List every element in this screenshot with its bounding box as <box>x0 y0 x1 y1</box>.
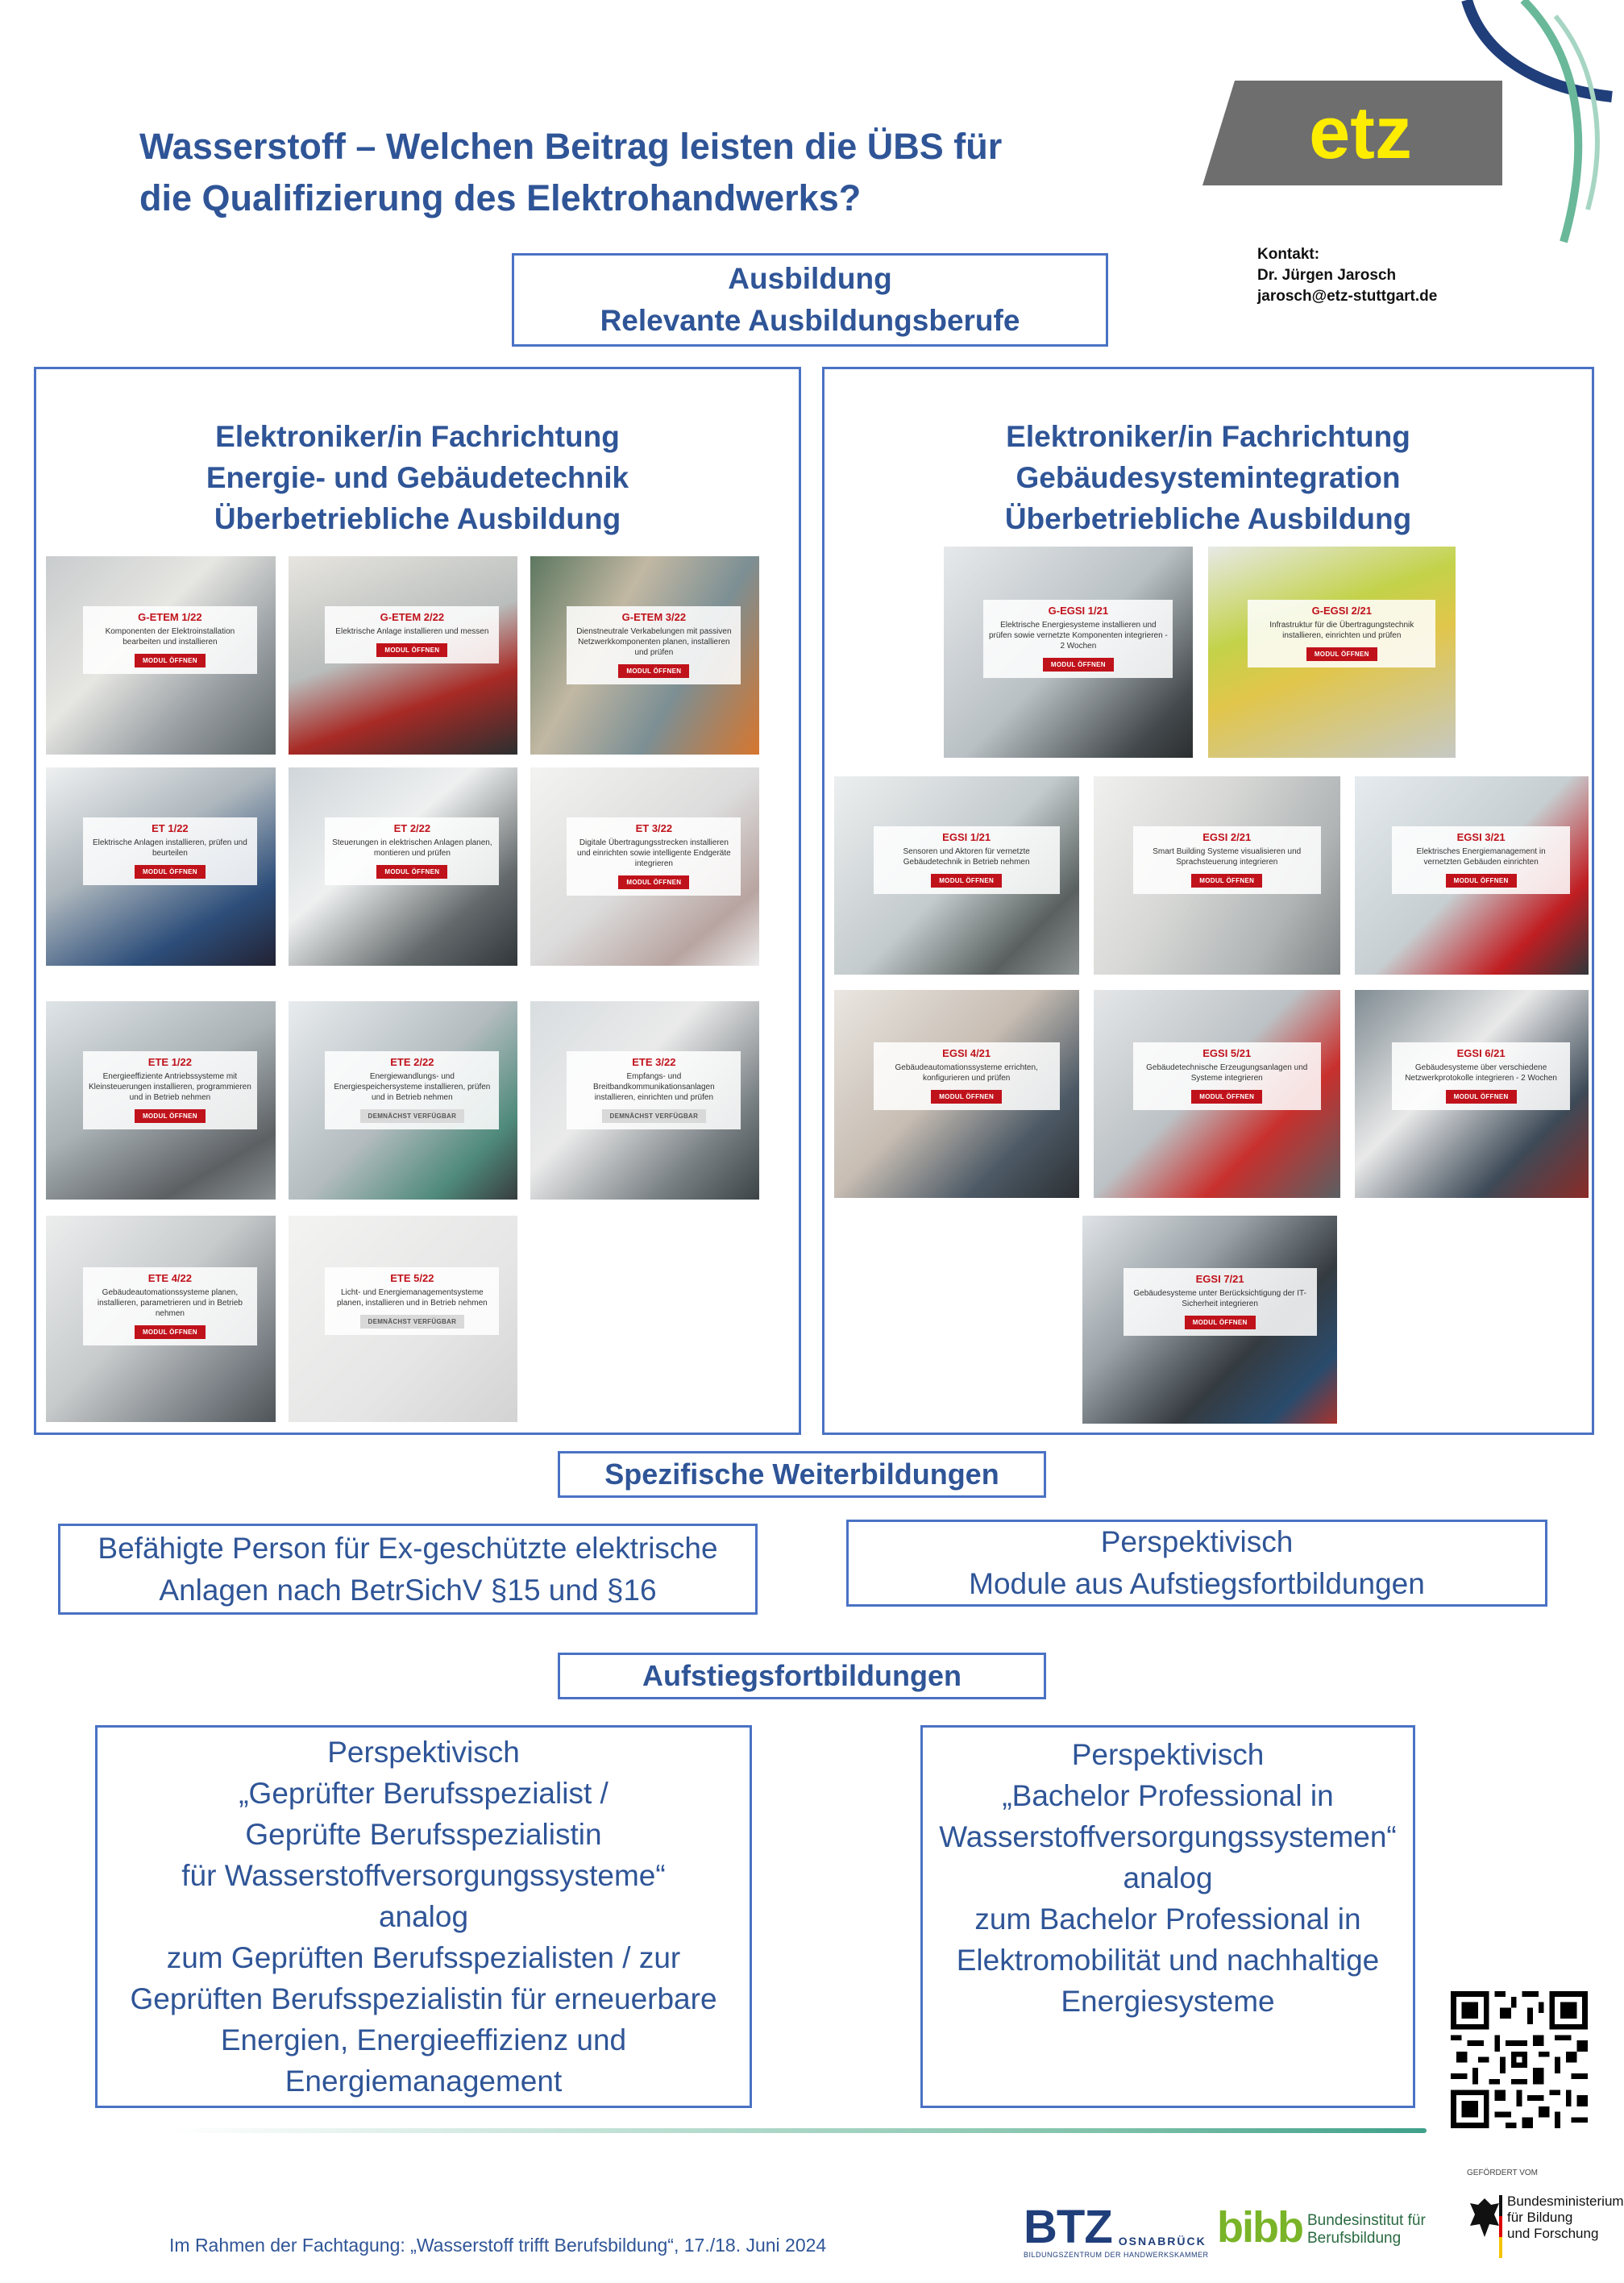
aufstieg-right-line: analog <box>1123 1861 1213 1894</box>
module-code: EGSI 2/21 <box>1202 830 1252 843</box>
bmbf-funding-note: GEFÖRDERT VOM <box>1467 2169 1538 2177</box>
panel-right-heading-1: Elektroniker/in Fachrichtung <box>1006 420 1410 453</box>
module-code: EGSI 5/21 <box>1202 1046 1252 1059</box>
module-open-button[interactable]: MODUL ÖFFNEN <box>1191 1090 1262 1104</box>
weiterbildung-ex-line-1: Befähigte Person für Ex-geschützte elektrische <box>98 1531 718 1565</box>
module-tile[interactable] <box>1094 776 1340 975</box>
weiterbildungen-label: Spezifische Weiterbildungen <box>604 1458 999 1491</box>
module-tile[interactable] <box>944 547 1193 758</box>
weiterbildung-ex-box <box>58 1524 758 1615</box>
module-tile[interactable] <box>530 1001 759 1200</box>
bibb-logo-line-2: Berufsbildung <box>1306 2230 1402 2247</box>
aufstieg-label: Aufstiegsfortbildungen <box>642 1659 962 1692</box>
module-card <box>1248 600 1435 667</box>
btz-osnabrueck-logo <box>1024 2201 1209 2259</box>
module-code: EGSI 1/21 <box>942 830 991 843</box>
module-desc: Elektrische Anlage installieren und messen <box>335 626 489 636</box>
module-open-button[interactable]: MODUL ÖFFNEN <box>1191 874 1262 888</box>
module-open-button[interactable]: MODUL ÖFFNEN <box>376 643 447 657</box>
aufstieg-left-line: analog <box>378 1900 469 1933</box>
aufstieg-right-line: „Bachelor Professional in <box>1002 1779 1334 1812</box>
module-tile[interactable] <box>289 1216 517 1422</box>
module-coming-soon-badge: DEMNÄCHST VERFÜGBAR <box>360 1315 465 1329</box>
module-tile[interactable] <box>1355 776 1589 975</box>
aufstieg-right-line: Perspektivisch <box>1071 1738 1265 1771</box>
module-tile[interactable] <box>1094 990 1340 1198</box>
module-tile[interactable] <box>1208 547 1456 758</box>
panel-right-heading-2: Gebäudesystemintegration <box>1016 461 1401 494</box>
module-tile[interactable] <box>834 776 1079 975</box>
weiterbildung-ex-line-2: Anlagen nach BetrSichV §15 und §16 <box>159 1573 657 1607</box>
bibb-logo-line-1: Bundesinstitut für <box>1306 2212 1426 2229</box>
module-card <box>83 817 258 885</box>
btz-logo-word: BTZ <box>1024 2201 1112 2253</box>
panel-energie-gebaeudetechnik <box>34 367 801 1435</box>
module-code: ET 2/22 <box>393 821 431 834</box>
module-open-button[interactable]: MODUL ÖFFNEN <box>135 865 206 879</box>
module-code: G-ETEM 2/22 <box>380 610 445 623</box>
module-card <box>567 817 741 896</box>
module-card <box>1392 826 1569 894</box>
footer-event-note: Im Rahmen der Fachtagung: „Wasserstoff trifft Berufsbildung“, 17./18. Juni 2024 <box>169 2235 827 2256</box>
module-code: ET 1/22 <box>152 821 189 834</box>
weiterbildung-module-line-1: Perspektivisch <box>1100 1525 1294 1558</box>
module-card <box>83 606 258 674</box>
module-code: ETE 2/22 <box>390 1055 434 1068</box>
footer-divider <box>169 2128 1427 2133</box>
aufstieg-left-line: für Wasserstoffversorgungssysteme“ <box>181 1859 666 1892</box>
panel-gebaeudesystemintegration <box>822 367 1594 1435</box>
module-open-button[interactable]: MODUL ÖFFNEN <box>618 875 689 889</box>
module-card <box>983 600 1173 678</box>
module-open-button[interactable]: MODUL ÖFFNEN <box>1306 647 1377 661</box>
title-line-2: die Qualifizierung des Elektrohandwerks? <box>139 177 862 218</box>
bibb-logo-word: bibb <box>1217 2203 1302 2252</box>
aufstieg-left-line: „Geprüfter Berufsspezialist / <box>239 1777 608 1810</box>
module-code: EGSI 4/21 <box>942 1046 991 1059</box>
module-open-button[interactable]: MODUL ÖFFNEN <box>618 664 689 678</box>
module-desc: Gebäudeautomationssysteme planen, installieren, parametrieren und in Betrieb nehmen <box>97 1288 243 1318</box>
title-line-1: Wasserstoff – Welchen Beitrag leisten die ÜBS für <box>139 126 1003 167</box>
contact-block <box>1257 244 1523 307</box>
module-code: G-EGSI 1/21 <box>1048 604 1109 617</box>
panel-left-heading-3: Überbetriebliche Ausbildung <box>214 502 621 535</box>
module-desc: Gebäudeautomationssysteme errichten, konfigurieren und prüfen <box>895 1062 1038 1083</box>
weiterbildung-module-line-2: Module aus Aufstiegsfortbildungen <box>969 1567 1425 1600</box>
aufstieg-left-line: Energien, Energieeffizienz und <box>220 2023 627 2056</box>
module-tile[interactable] <box>530 556 759 755</box>
module-card <box>1133 1042 1321 1110</box>
module-code: G-ETEM 1/22 <box>138 610 202 623</box>
module-card <box>874 826 1060 894</box>
module-desc: Dienstneutrale Verkabelungen mit passiven Netzwerkkomponenten planen, installieren und prüfen <box>576 626 732 657</box>
btz-logo-subtitle: BILDUNGSZENTRUM DER HANDWERKSKAMMER <box>1024 2251 1209 2259</box>
module-desc: Gebäudesysteme über verschiedene Netzwerkprotokolle integrieren - 2 Wochen <box>1405 1062 1557 1083</box>
aufstieg-left-line: Geprüften Berufsspezialistin für erneuerbare <box>130 1982 717 2015</box>
module-card <box>1124 1268 1317 1336</box>
module-card <box>325 1051 499 1129</box>
panel-right-heading-3: Überbetriebliche Ausbildung <box>1004 502 1412 535</box>
module-open-button[interactable]: MODUL ÖFFNEN <box>376 865 447 879</box>
module-tile[interactable] <box>289 767 517 966</box>
module-desc: Elektrische Energiesysteme installieren und prüfen sowie vernetzte Komponenten integrieren - 2 Wochen <box>988 620 1168 651</box>
module-card <box>567 606 741 684</box>
module-tile[interactable] <box>289 1001 517 1200</box>
module-tile[interactable] <box>46 767 276 966</box>
module-open-button[interactable]: MODUL ÖFFNEN <box>1446 874 1517 888</box>
module-card <box>325 817 499 885</box>
module-code: ETE 4/22 <box>147 1272 192 1284</box>
module-card <box>874 1042 1060 1110</box>
aufstieg-right-line: Elektromobilität und nachhaltige <box>956 1944 1380 1977</box>
module-card <box>567 1051 741 1129</box>
module-open-button[interactable]: MODUL ÖFFNEN <box>931 1090 1002 1104</box>
contact-email[interactable]: jarosch@etz-stuttgart.de <box>1257 288 1438 305</box>
module-open-button[interactable]: MODUL ÖFFNEN <box>135 1325 206 1339</box>
module-desc: Gebäudesysteme unter Berücksichtigung der IT-Sicherheit integrieren <box>1133 1288 1306 1308</box>
module-open-button[interactable]: MODUL ÖFFNEN <box>135 1109 206 1123</box>
aufstieg-left-line: zum Geprüften Berufsspezialisten / zur <box>166 1941 681 1974</box>
module-desc: Infrastruktur für die Übertragungstechnik installieren, einrichten und prüfen <box>1269 620 1414 640</box>
module-card <box>1133 826 1321 894</box>
module-tile[interactable] <box>834 990 1079 1198</box>
aufstieg-right-line: Energiesysteme <box>1061 1985 1275 2018</box>
etz-logo-text: etz <box>1309 92 1412 174</box>
module-desc: Smart Building Systeme visualisieren und Sprachsteuerung integrieren <box>1153 846 1302 867</box>
module-desc: Empfangs- und Breitbandkommunikationsanlagen installieren, einrichten und prüfen <box>593 1071 715 1102</box>
module-open-button[interactable]: MODUL ÖFFNEN <box>1446 1090 1517 1104</box>
module-card <box>325 1267 499 1335</box>
module-tile[interactable] <box>46 1216 276 1422</box>
aufstieg-right-line: zum Bachelor Professional in <box>974 1902 1361 1936</box>
qr-code-icon[interactable] <box>1451 1991 1588 2128</box>
aufstieg-label-box <box>558 1653 1046 1699</box>
module-coming-soon-badge: DEMNÄCHST VERFÜGBAR <box>602 1109 707 1123</box>
module-desc: Komponenten der Elektroinstallation bearbeiten und installieren <box>105 626 235 647</box>
etz-logo <box>1202 81 1502 185</box>
module-tile[interactable] <box>530 767 759 966</box>
module-card <box>325 606 499 663</box>
module-desc: Licht- und Energiemanagementsysteme planen, installieren und in Betrieb nehmen <box>336 1288 488 1308</box>
module-code: ET 3/22 <box>635 821 673 834</box>
module-tile[interactable] <box>46 1001 276 1200</box>
module-open-button[interactable]: MODUL ÖFFNEN <box>931 874 1002 888</box>
bmbf-name-line-2: für Bildung <box>1507 2210 1573 2225</box>
module-coming-soon-badge: DEMNÄCHST VERFÜGBAR <box>360 1109 465 1123</box>
module-code: ETE 3/22 <box>632 1055 676 1068</box>
panel-left-heading-1: Elektroniker/in Fachrichtung <box>215 420 620 453</box>
module-open-button[interactable]: MODUL ÖFFNEN <box>1185 1316 1256 1329</box>
module-desc: Steuerungen in elektrischen Anlagen planen, montieren und prüfen <box>332 838 492 858</box>
aufstieg-right-line: Wasserstoffversorgungssystemen“ <box>939 1820 1397 1853</box>
module-code: EGSI 3/21 <box>1456 830 1506 843</box>
panel-left-heading <box>36 416 799 539</box>
weiterbildung-module-box <box>846 1520 1547 1607</box>
module-desc: Digitale Übertragungsstrecken installieren und einrichten sowie intelligente Endgeräte integrieren <box>577 838 731 868</box>
aufstieg-left-line: Energiemanagement <box>285 2065 563 2098</box>
module-code: ETE 1/22 <box>147 1055 192 1068</box>
module-code: EGSI 6/21 <box>1456 1046 1506 1059</box>
bmbf-name-line-1: Bundesministerium <box>1507 2194 1624 2209</box>
panel-left-heading-2: Energie- und Gebäudetechnik <box>206 461 629 494</box>
bmbf-name-line-3: und Forschung <box>1507 2226 1599 2241</box>
module-tile[interactable] <box>46 556 276 755</box>
module-card <box>1392 1042 1569 1110</box>
weiterbildungen-label-box <box>558 1451 1046 1498</box>
module-desc: Elektrisches Energiemanagement in vernetzten Gebäuden einrichten <box>1416 846 1546 867</box>
ausbildung-title: Ausbildung <box>728 262 892 295</box>
module-desc: Energieeffiziente Antriebssysteme mit Kleinsteuerungen installieren, programmieren und in Betrieb nehmen <box>89 1071 251 1102</box>
module-tile[interactable] <box>1355 990 1589 1198</box>
contact-label: Kontakt: <box>1257 246 1320 263</box>
module-desc: Sensoren und Aktoren für vernetzte Gebäudetechnik in Betrieb nehmen <box>903 846 1030 867</box>
module-open-button[interactable]: MODUL ÖFFNEN <box>135 654 206 667</box>
contact-name: Dr. Jürgen Jarosch <box>1257 267 1397 284</box>
ausbildung-subtitle: Relevante Ausbildungsberufe <box>600 304 1020 337</box>
module-code: G-EGSI 2/21 <box>1311 604 1372 617</box>
module-tile[interactable] <box>289 556 517 755</box>
bibb-logo <box>1217 2203 1426 2252</box>
module-open-button[interactable]: MODUL ÖFFNEN <box>1043 658 1114 672</box>
bmbf-logo <box>1467 2169 1624 2258</box>
panel-right-heading <box>824 416 1592 539</box>
module-desc: Elektrische Anlagen installieren, prüfen und beurteilen <box>93 838 247 858</box>
poster-title <box>139 121 1147 224</box>
module-desc: Gebäudetechnische Erzeugungsanlagen und Systeme integrieren <box>1146 1062 1308 1083</box>
module-code: ETE 5/22 <box>390 1272 434 1284</box>
btz-logo-city: OSNABRÜCK <box>1118 2235 1207 2248</box>
aufstieg-left-line: Perspektivisch <box>327 1736 520 1769</box>
aufstieg-bachelor-box <box>920 1725 1415 2108</box>
module-code: G-ETEM 3/22 <box>621 610 687 623</box>
module-code: EGSI 7/21 <box>1195 1272 1244 1285</box>
federal-eagle-icon <box>1467 2194 1502 2258</box>
aufstieg-left-line: Geprüfte Berufsspezialistin <box>245 1818 602 1851</box>
module-card <box>83 1051 258 1129</box>
ausbildung-box <box>512 253 1108 347</box>
aufstieg-berufsspezialist-box <box>95 1725 752 2108</box>
module-desc: Energiewandlungs- und Energiespeichersysteme installieren, prüfen und in Betrieb nehmen <box>334 1071 491 1102</box>
module-card <box>83 1267 258 1345</box>
module-tile[interactable] <box>1082 1216 1337 1424</box>
